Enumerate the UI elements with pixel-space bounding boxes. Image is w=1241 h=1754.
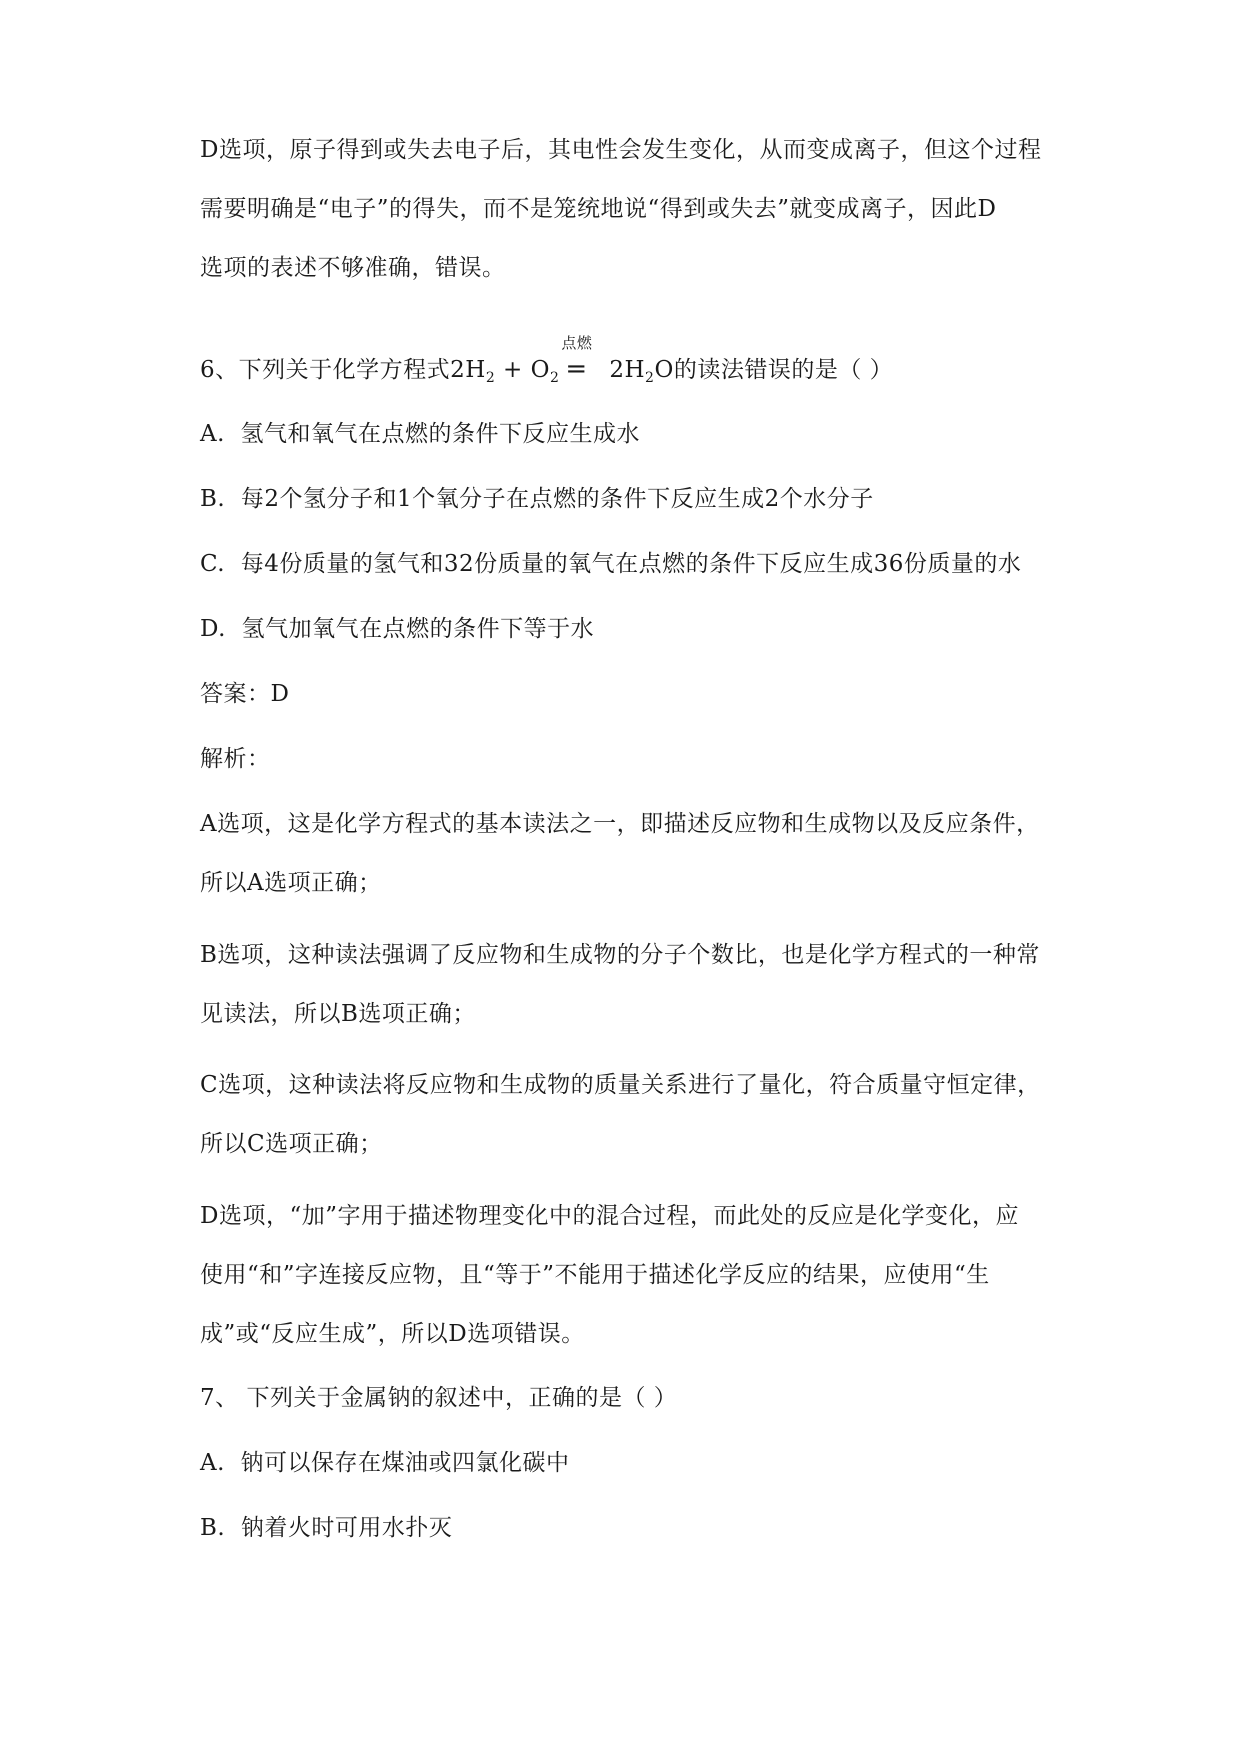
- question-6: [200, 334, 894, 393]
- option-b: [200, 484, 874, 514]
- option-b: [200, 1513, 452, 1543]
- option-a: [200, 1448, 570, 1478]
- reaction-arrow: [561, 334, 593, 385]
- paragraph-line: D选项，“加”字用于描述物理变化中的混合过程，而此处的反应是化学变化，应: [200, 1203, 1019, 1229]
- option-label: A.: [200, 1450, 225, 1476]
- option-label: D.: [200, 616, 226, 642]
- paragraph-line: C选项，这种读法将反应物和生成物的质量关系进行了量化，符合质量守恒定律，: [200, 1072, 1041, 1098]
- subscript: 2: [550, 370, 560, 386]
- option-d: [200, 614, 594, 644]
- option-c: [200, 549, 1021, 579]
- equation-plus: + O: [495, 357, 550, 383]
- subscript: 2: [645, 370, 655, 386]
- paragraph-line: 成”或“反应生成”，所以D选项错误。: [200, 1321, 585, 1347]
- paragraph-line: 使用“和”字连接反应物，且“等于”不能用于描述化学反应的结果，应使用“生: [200, 1262, 990, 1288]
- paragraph-line: 选项的表述不够准确，错误。: [200, 255, 506, 281]
- paragraph-line: 所以A选项正确；: [200, 870, 382, 896]
- question-7: 7、 下列关于金属钠的叙述中，正确的是（ ）: [200, 1385, 678, 1411]
- equation-product: 2H: [609, 357, 646, 383]
- equals-sign: =: [565, 354, 588, 384]
- question-6-prefix: 6、下列关于化学方程式2H: [200, 357, 486, 383]
- answer-line: 答案：D: [200, 681, 290, 707]
- option-label: B.: [200, 486, 226, 512]
- subscript: 2: [485, 370, 496, 386]
- paragraph-line: 需要明确是“电子”的得失，而不是笼统地说“得到或失去”就变成离子，因此D: [200, 196, 997, 222]
- paragraph-line: B选项，这种读法强调了反应物和生成物的分子个数比，也是化学方程式的一种常: [200, 942, 1040, 968]
- option-text: 每2个氢分子和1个氧分子在点燃的条件下反应生成2个水分子: [240, 486, 874, 512]
- question-6-tail: O的读法错误的是（ ）: [654, 357, 894, 383]
- reaction-condition: 点燃: [561, 334, 593, 352]
- option-label: B.: [200, 1515, 226, 1541]
- option-text: 每4份质量的氢气和32份质量的氧气在点燃的条件下反应生成36份质量的水: [240, 551, 1022, 577]
- paragraph-line: 见读法，所以B选项正确；: [200, 1001, 476, 1027]
- option-a: [200, 419, 640, 449]
- paragraph-line: A选项，这是化学方程式的基本读法之一，即描述反应物和生成物以及反应条件，: [200, 811, 1040, 837]
- option-text: 钠可以保存在煤油或四氯化碳中: [240, 1450, 570, 1476]
- paragraph-line: D选项，原子得到或失去电子后，其电性会发生变化，从而变成离子，但这个过程: [200, 137, 1042, 163]
- paragraph-line: 所以C选项正确；: [200, 1131, 383, 1157]
- option-label: A.: [200, 421, 225, 447]
- option-text: 钠着火时可用水扑灭: [240, 1515, 453, 1541]
- analysis-heading: 解析：: [200, 746, 271, 772]
- option-label: C.: [200, 551, 226, 577]
- option-text: 氢气和氧气在点燃的条件下反应生成水: [240, 421, 641, 447]
- option-text: 氢气加氧气在点燃的条件下等于水: [241, 616, 595, 642]
